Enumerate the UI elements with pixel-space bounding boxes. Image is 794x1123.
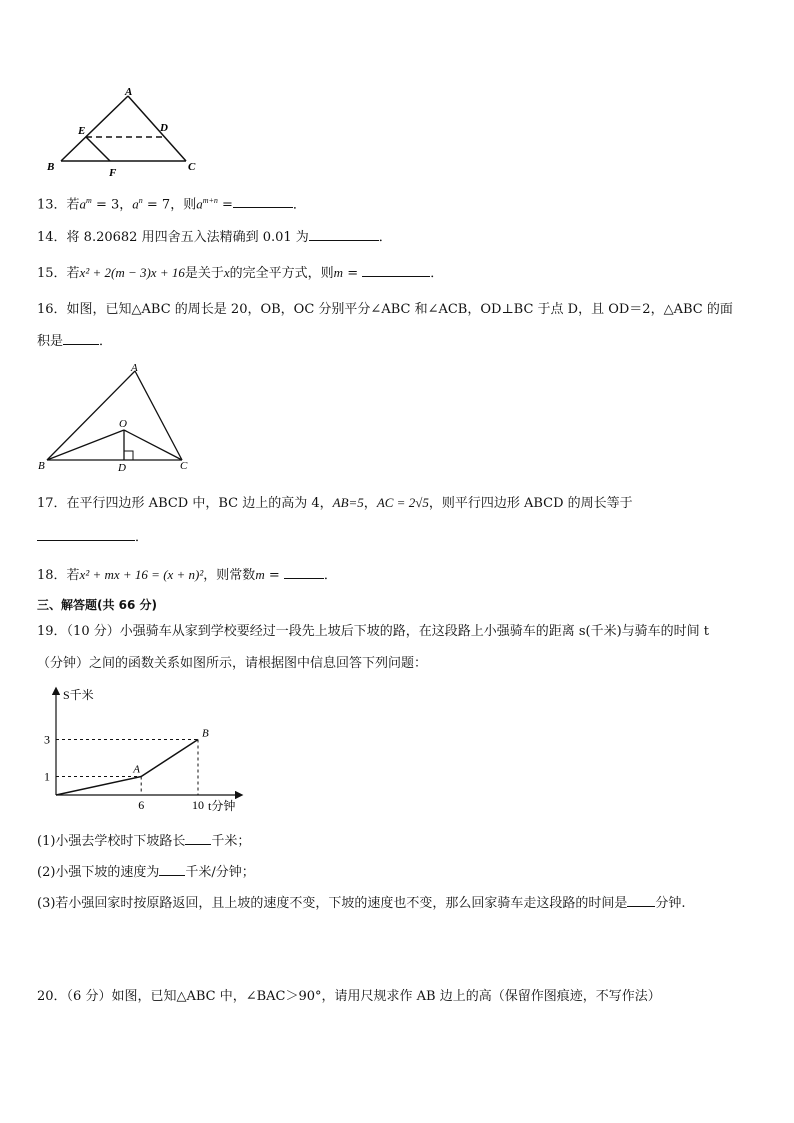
section-heading: 三、解答题(共 66 分) [37,598,158,612]
label-d: D [118,462,126,474]
label-b: B [47,161,55,173]
triangle-figure-q12 [40,85,210,180]
chart-marks [44,728,209,813]
triangle-figure-q16 [36,360,201,478]
label-d: D [160,122,168,134]
answer-blank-19-1[interactable] [185,832,211,845]
segment-ef [86,137,110,161]
question-13: 13．若$a^m = 3$，$a^n = 7$，则$a^{m+n}$ = ． [37,196,306,213]
y-tick-label-3: 3 [44,732,50,747]
point-label-a: A [133,763,140,776]
answer-blank-16[interactable] [63,332,99,345]
answer-blank-17[interactable] [37,528,135,541]
segment-ob [47,430,124,460]
distance-time-chart [36,683,256,815]
question-18: 18．若x² + mx + 16 = (x + n)²，则常数m = ． [37,567,337,583]
label-e: E [78,125,86,137]
side-ac [128,96,186,161]
question-17: 17．在平行四边形 ABCD 中，BC 边上的高为 4，AB=5，AC = 2√5，则平行四边形 ABCD 的周长等于 [37,495,633,511]
question-15: 15．若x² + 2(m − 3)x + 16是关于x的完全平方式，则m = ． [37,265,444,281]
answer-blank-14[interactable] [309,228,379,241]
answer-blank-19-2[interactable] [159,863,185,876]
side-ab [61,96,128,161]
point-label-b: B [202,727,209,740]
answer-blank-19-3[interactable] [627,894,655,907]
side-ab [47,371,135,460]
question-16-line1: 16．如图，已知△ABC 的周长是 20，OB，OC 分别平分∠ABC 和∠ACB，OD⊥BC 于点 D，且 OD＝2，△ABC 的面 [37,302,733,317]
label-a: A [125,86,133,98]
label-c: C [188,161,196,173]
question-20: 20．（6 分）如图，已知△ABC 中，∠BAC＞90°，请用尺规求作 AB 边上的高（保留作图痕迹，不写作法） [37,989,661,1004]
y-axis-label: S千米 [63,688,94,702]
question-19-sub1: (1)小强去学校时下坡路长 千米； [37,834,251,849]
series-segment-1 [56,777,141,796]
label-a: A [131,362,138,374]
series-segment-2 [141,740,198,777]
question-16-line2: 积是 ． [37,334,113,349]
question-14: 14．将 8.20682 用四舍五入法精确到 0.01 为 ． [37,230,392,245]
question-19-sub2: (2)小强下坡的速度为 千米/分钟； [37,865,255,880]
question-19-sub3: (3)若小强回家时按原路返回，且上坡的速度不变，下坡的速度也不变，那么回家骑车走这段路的时间是 分钟. [37,896,686,911]
label-f: F [109,167,117,179]
x-axis-label: t分钟 [208,799,236,813]
question-19-line1: 19．（10 分）小强骑车从家到学校要经过一段先上坡后下坡的路，在这段路上小强骑车的距离 s(千米)与骑车的时间 t [37,624,710,639]
answer-blank-15[interactable] [362,264,430,277]
question-19-line2: （分钟）之间的函数关系如图所示，请根据图中信息回答下列问题： [37,656,428,671]
label-o: O [119,418,127,430]
label-c: C [180,460,188,472]
question-17-answer: ． [37,528,148,547]
x-tick-label-6: 6 [138,798,145,812]
right-angle-mark [124,451,133,460]
y-tick-label-1: 1 [44,769,50,784]
side-ac [135,371,182,460]
answer-blank-18[interactable] [284,566,324,579]
x-tick-label-10: 10 [192,798,204,812]
label-b: B [38,460,45,472]
answer-blank-13[interactable] [233,195,293,208]
